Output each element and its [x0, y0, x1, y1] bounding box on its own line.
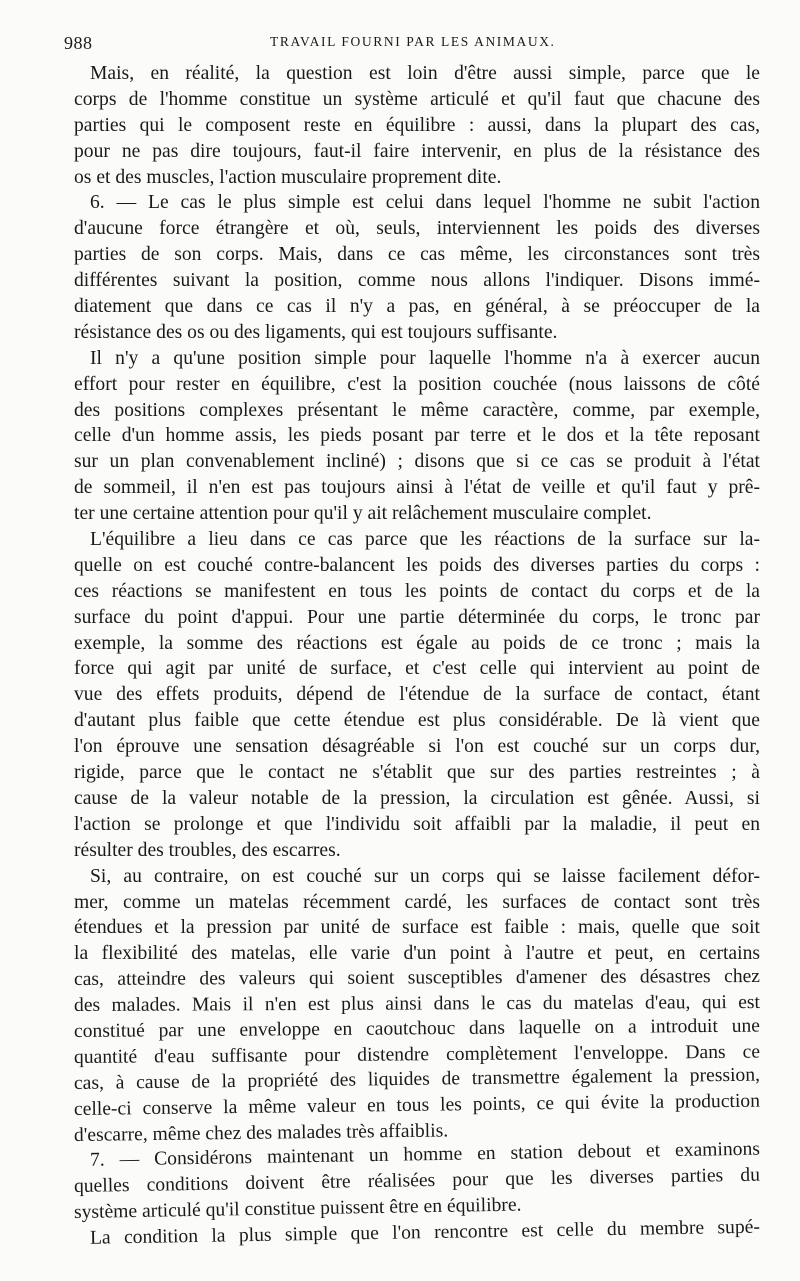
text-line: La condition la plus simple que l'on rencontre est celle du membre supé- [89, 1216, 761, 1249]
text-line: ces réactions se manifestent en tous les points de contact du corps et de la [74, 580, 760, 602]
text-line: résistance des os ou des ligaments, qui est toujours suffisante. [74, 321, 558, 343]
text-line: d'escarre, même chez des malades très affaiblis. [73, 1119, 449, 1146]
section-7-heading-line: 7. — Considérons maintenant un homme en station debout et examinons [89, 1139, 761, 1172]
text-line: vue des effets produits, dépend de l'étendue de la surface de contact, étant [74, 684, 760, 706]
text-line: mer, comme un matelas récemment cardé, les surfaces de contact sont très [74, 891, 760, 913]
text-line: constitué par une enveloppe en caoutchouc dans laquelle on a introduit une [73, 1015, 761, 1042]
text-line: l'action se prolonge et que l'individu soit affaibli par la maladie, il peut en [74, 813, 760, 835]
text-line: quelles conditions doivent être réalisées pour que les diverses parties du [73, 1164, 761, 1198]
text-line: résulter des troubles, des escarres. [74, 839, 341, 861]
text-line: Mais, en réalité, la question est loin d'être aussi simple, parce que le [90, 63, 760, 84]
text-line: quantité d'eau suffisante pour distendre complètement l'enveloppe. Dans ce [73, 1041, 761, 1068]
body-text [74, 61, 760, 1252]
text-line: parties qui le composent reste en équilibre : aussi, dans la plupart des cas, [74, 114, 760, 136]
text-line: exemple, la somme des réactions est égale au poids de ce tronc ; mais la [74, 632, 760, 654]
text-line: parties de son corps. Mais, dans ce cas même, les circonstances sont très [74, 244, 760, 266]
text-line: Il n'y a qu'une position simple pour laquelle l'homme n'a à exercer aucun [90, 347, 760, 369]
text-line: d'aucune force étrangère et où, seuls, interviennent les poids des diverses [74, 218, 760, 240]
text-line: des positions complexes présentant le même caractère, comme, par exemple, [74, 399, 760, 421]
text-line: des malades. Mais il n'en est plus ainsi dans le cas du matelas d'eau, qui est [73, 992, 761, 1017]
text-line: cas, à cause de la propriété des liquides de transmettre également la pression, [73, 1064, 761, 1094]
section-6-heading-line: 6. — Le cas le plus simple est celui dans lequel l'homme ne subit l'action [90, 192, 760, 214]
text-line: d'autant plus faible que cette étendue est plus considérable. De là vient que [74, 710, 760, 732]
text-line: ter une certaine attention pour qu'il y ait relâchement musculaire complet. [74, 503, 652, 525]
text-line: celle-ci conserve la même valeur en tous les points, ce qui évite la production [73, 1090, 761, 1120]
text-line: os et des muscles, l'action musculaire proprement dite. [74, 166, 502, 188]
text-line: celle d'un homme assis, les pieds posant par terre et le dos et la tête reposant [74, 425, 760, 447]
text-line: différentes suivant la position, comme nous allons l'indiquer. Disons immé- [74, 270, 760, 292]
text-line: effort pour rester en équilibre, c'est la position couchée (nous laissons de côté [74, 373, 760, 395]
text-line: l'on éprouve une sensation désagréable si l'on est couché sur un corps dur, [74, 736, 760, 758]
text-line: surface du point d'appui. Pour une partie déterminée du corps, le tronc par [74, 606, 760, 628]
text-line: de sommeil, il n'en est pas toujours ainsi à l'état de veille et qu'il faut y prê- [74, 477, 760, 499]
text-line: pour ne pas dire toujours, faut-il faire intervenir, en plus de la résistance des [74, 140, 760, 162]
text-line: la flexibilité des matelas, elle varie d'un point à l'autre et peut, en certains [74, 943, 760, 965]
text-line: force qui agit par unité de surface, et c'est celle qui intervient au point de [74, 658, 760, 680]
text-line: sur un plan convenablement incliné) ; disons que si ce cas se produit à l'état [74, 451, 760, 473]
text-line: cause de la valeur notable de la pression, la circulation est gênée. Aussi, si [74, 787, 760, 809]
text-line: cas, atteindre des valeurs qui soient susceptibles d'amener des désastres chez [73, 966, 761, 991]
page-number: 988 [64, 33, 93, 53]
text-line: corps de l'homme constitue un système articulé et qu'il faut que chacune des [74, 88, 760, 110]
text-line: Si, au contraire, on est couché sur un corps qui se laisse facilement défor- [90, 865, 760, 887]
text-line: système articulé qu'il constitue puissent être en équilibre. [73, 1194, 522, 1224]
running-title: TRAVAIL FOURNI PAR LES ANIMAUX. [270, 34, 556, 49]
text-line: L'équilibre a lieu dans ce cas parce que les réactions de la surface sur la- [90, 529, 760, 551]
text-line: diatement que dans ce cas il n'y a pas, en général, à se préoccuper de la [74, 296, 760, 318]
text-line: rigide, parce que le contact ne s'établit que sur des parties restreintes ; à [74, 762, 760, 784]
text-line: étendues et la pression par unité de surface est faible : mais, quelle que soit [74, 917, 760, 939]
text-line: quelle on est couché contre-balancent les poids des diverses parties du corps : [74, 554, 760, 576]
